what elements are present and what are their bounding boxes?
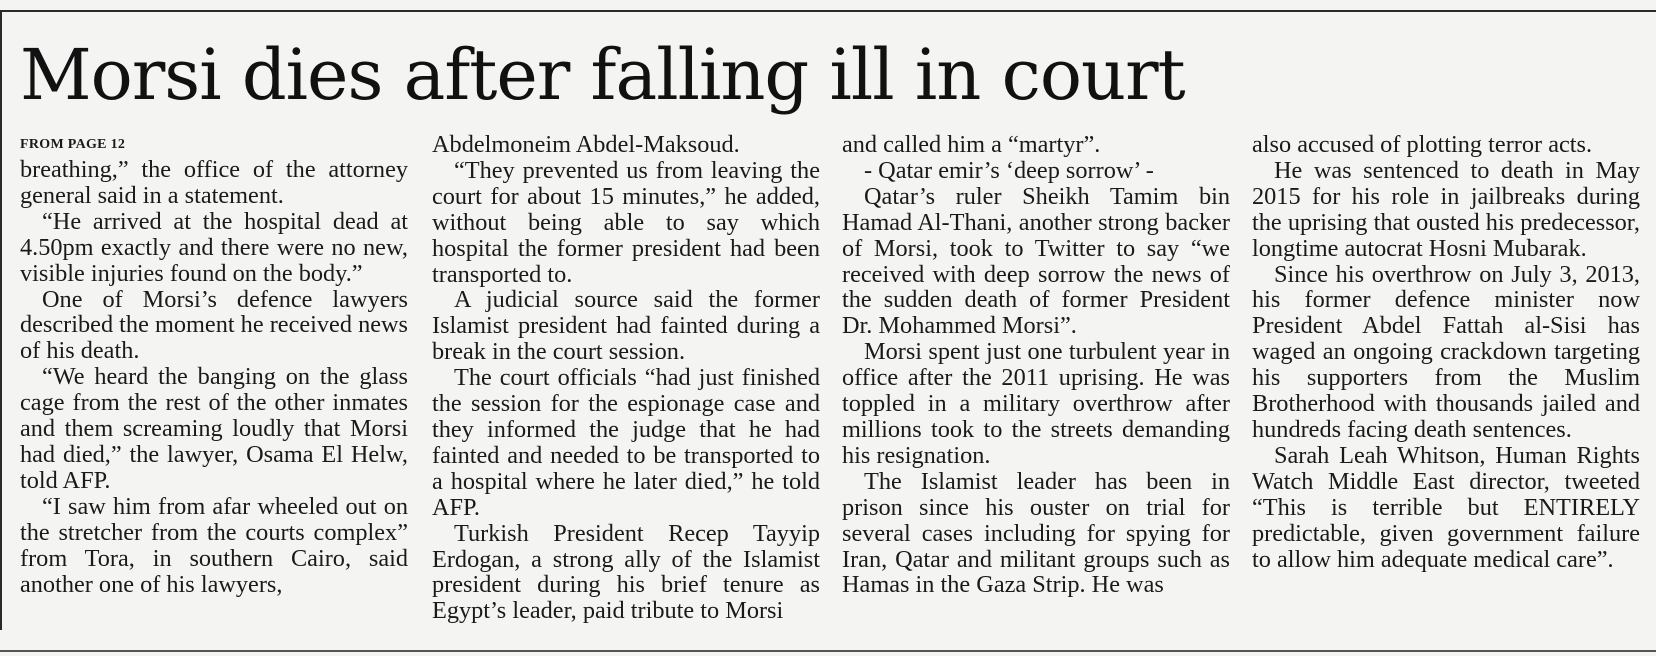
kicker: FROM PAGE 12 — [20, 137, 126, 152]
paragraph: also accused of plotting terror acts. — [1252, 131, 1593, 158]
column-1 — [20, 138, 408, 597]
column-4 — [1252, 132, 1640, 572]
paragraph: One of Morsi’s defence lawyers described the moment he received news of his death. — [20, 285, 408, 365]
paragraph: The court officials “had just finished the session for the espionage case and they informed the judge that he had fainted and needed to be transported to a hospital where he later died,” he told AFP. — [432, 364, 820, 521]
paragraph: breathing,” the office of the attorney general said in a statement. — [20, 156, 408, 209]
paragraph: He was sentenced to death in May 2015 for his role in jailbreaks during the uprising that ousted his predecessor, longtime autocrat Hosni Mubarak. — [1252, 156, 1640, 262]
paragraph: “We heard the banging on the glass cage from the rest of the other inmates and them screaming loudly that Morsi had died,” the lawyer, Osama El Helw, told AFP. — [20, 363, 408, 494]
paragraph: Turkish President Recep Tayyip Erdogan, a strong ally of the Islamist president during his brief tenure as Egypt’s leader, paid tribute to Morsi — [432, 519, 820, 625]
paragraph: “He arrived at the hospital dead at 4.50pm exactly and there were no new, visible injuries found on the body.” — [20, 207, 408, 287]
column-2 — [432, 132, 820, 624]
bottom-rule — [0, 650, 1656, 652]
paragraph: “I saw him from afar wheeled out on the stretcher from the courts complex” from Tora, in southern Cairo, said another one of his lawyers, — [20, 492, 408, 598]
paragraph: The Islamist leader has been in prison since his ouster on trial for several cases including for spying for Iran, Qatar and militant groups such as Hamas in the Gaza Strip. He was — [842, 467, 1230, 599]
paragraph: A judicial source said the former Islamist president had fainted during a break in the court session. — [432, 286, 820, 366]
paragraph: Since his overthrow on July 3, 2013, his former defence minister now President Abdel Fattah al-Sisi has waged an ongoing crackdown targeting his supporters from the Muslim Brotherhood with thousands jailed and hundreds facing death sentences. — [1252, 260, 1640, 443]
paragraph: Sarah Leah Whitson, Human Rights Watch Middle East director, tweeted “This is terrible but ENTIRELY predictable, given government failure to allow him adequate medical care”. — [1252, 441, 1640, 573]
paragraph: “They prevented us from leaving the court for about 15 minutes,” he added, without being able to say which hospital the former president had been transported to. — [432, 156, 820, 288]
paragraph: and called him a “martyr”. — [842, 131, 1101, 158]
subheading: - Qatar emir’s ‘deep sorrow’ - — [864, 156, 1154, 184]
top-rule — [0, 10, 1656, 12]
paragraph: Morsi spent just one turbulent year in office after the 2011 uprising. He was toppled in a military overthrow after millions took to the streets demanding his resignation. — [842, 338, 1230, 469]
left-rule — [0, 10, 2, 630]
headline: Morsi dies after falling ill in court — [20, 34, 1185, 116]
paragraph: Abdelmoneim Abdel-Maksoud. — [432, 131, 740, 158]
column-3 — [842, 132, 1230, 598]
paragraph: Qatar’s ruler Sheikh Tamim bin Hamad Al-Thani, another strong backer of Morsi, took to Twitter to say “we received with deep sorrow the news of the sudden death of former President Dr. Mohammed Morsi”. — [842, 182, 1230, 340]
